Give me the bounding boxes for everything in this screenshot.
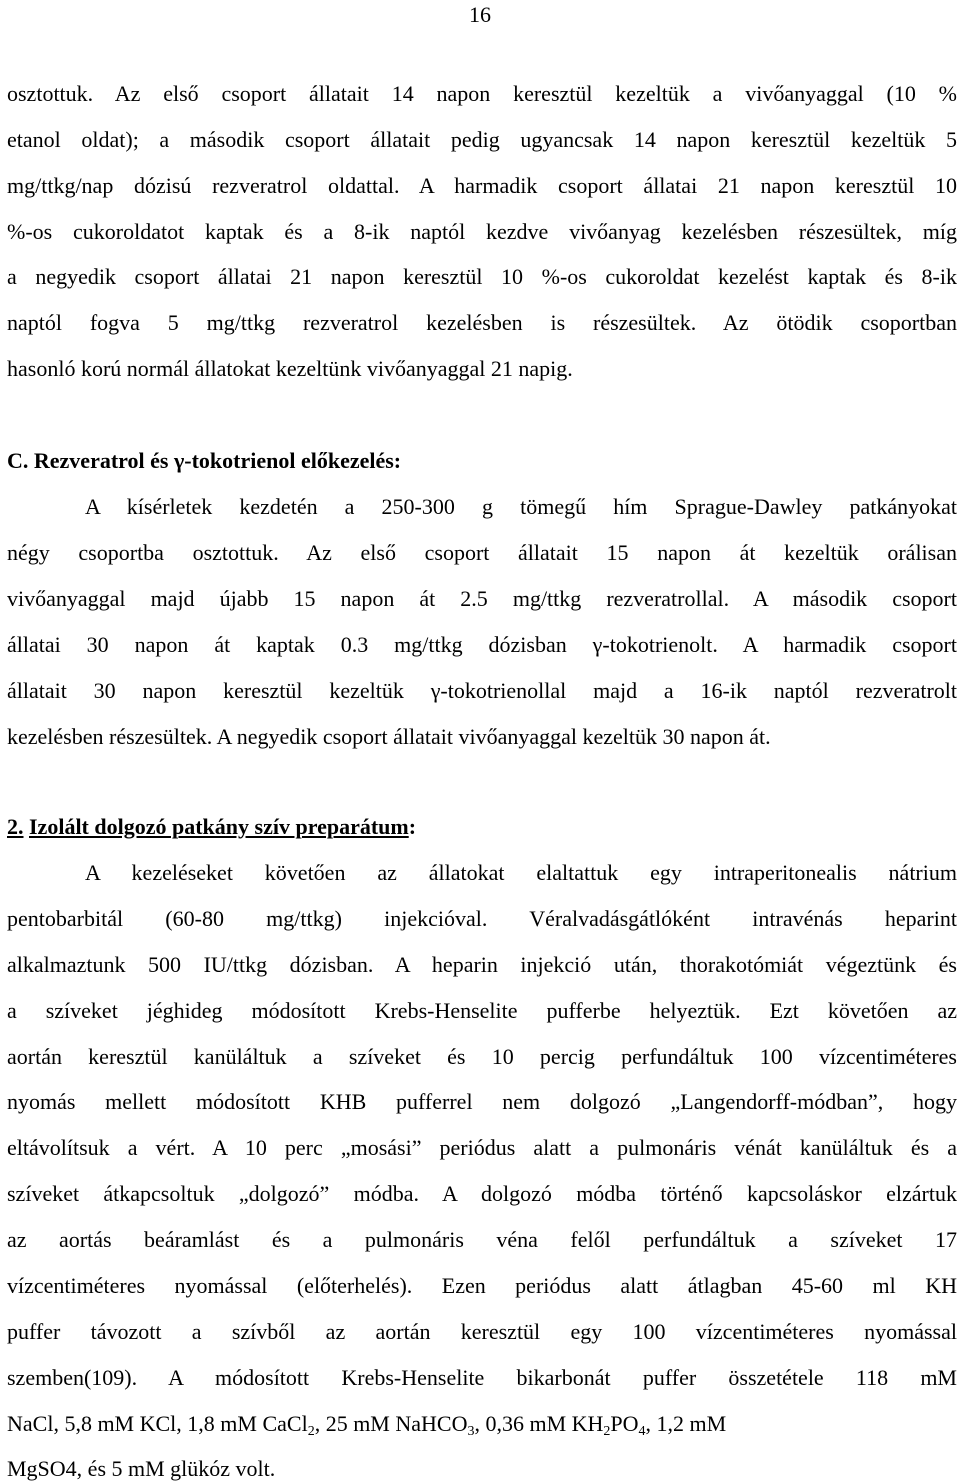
text-line: pentobarbitál (60-80 mg/ttkg) injekcióval. Véralvadásgátlóként intravénás heparint	[7, 906, 957, 931]
text-line: %-os cukoroldatot kaptak és a 8-ik naptól kezdve vivőanyag kezelésben részesültek, míg	[7, 219, 957, 244]
text-line: MgSO4, és 5 mM glükóz volt.	[7, 1456, 276, 1481]
text-line: kezelésben részesültek. A negyedik csoport állatait vivőanyaggal kezeltük 30 napon át.	[7, 724, 771, 749]
text-line: állatai 30 napon át kaptak 0.3 mg/ttkg dózisban γ-tokotrienolt. A harmadik csoport	[7, 632, 957, 657]
text-line: vízcentiméteres nyomással (előterhelés). Ezen periódus alatt átlagban 45-60 ml KH	[7, 1273, 957, 1298]
section-heading-c	[7, 446, 957, 476]
heading-2-colon: :	[408, 814, 417, 839]
text-line: aortán keresztül kanüláltuk a szíveket és 10 percig perfundáltuk 100 vízcentiméteres	[7, 1044, 957, 1069]
formula-line	[7, 1409, 957, 1439]
text-line: naptól fogva 5 mg/ttkg rezveratrol kezelésben is részesültek. Az ötödik csoportban	[7, 310, 957, 335]
heading-c-prefix: C.	[7, 448, 34, 473]
text-line: a negyedik csoport állatai 21 napon keresztül 10 %-os cukoroldat kezelést kaptak és 8-ik	[7, 264, 957, 289]
text-line: osztottuk. Az első csoport állatait 14 napon keresztül kezeltük a vivőanyaggal (10 %	[7, 81, 957, 106]
text-line: nyomás mellett módosított KHB pufferrel nem dolgozó „Langendorff-módban”, hogy	[7, 1089, 957, 1114]
heading-2-title: Izolált dolgozó patkány szív preparátum	[29, 814, 409, 839]
text-line: hasonló korú normál állatokat kezeltünk vivőanyaggal 21 napig.	[7, 356, 573, 381]
text-line: alkalmaztunk 500 IU/ttkg dózisban. A heparin injekció után, thorakotómiát végeztünk és	[7, 952, 957, 977]
heading-c-title: Rezveratrol és γ-tokotrienol előkezelés:	[33, 448, 402, 473]
text-line: puffer távozott a szívből az aortán keresztül egy 100 vízcentiméteres nyomással	[7, 1319, 957, 1344]
text-line: vivőanyaggal majd újabb 15 napon át 2.5 mg/ttkg rezveratrollal. A második csoport	[7, 586, 957, 611]
formula-part: NaCl, 5,8 mM KCl, 1,8 mM CaCl$_2$, 25 mM NaHCO$_3$, 0,36 mM $KH_2PO_4$, 1,2 mM	[7, 1411, 727, 1439]
text-line: szíveket átkapcsoltuk „dolgozó” módba. A dolgozó módba történő kapcsoláskor elzártuk	[7, 1181, 957, 1206]
text-line: állatait 30 napon keresztül kezeltük γ-tokotrienollal majd a 16-ik naptól rezveratrolt	[7, 678, 957, 703]
page-number: 16	[469, 2, 491, 27]
text-line: négy csoportba osztottuk. Az első csoport állatait 15 napon át kezeltük orálisan	[7, 540, 957, 565]
heading-2-number: 2.	[7, 814, 24, 839]
text-line: eltávolítsuk a vért. A 10 perc „mosási” periódus alatt a pulmonáris vénát kanüláltuk és a	[7, 1135, 957, 1160]
section-heading-2	[7, 812, 957, 842]
text-line: szemben(109). A módosított Krebs-Henselite bikarbonát puffer összetétele 118 mM	[7, 1365, 957, 1390]
text-line: A kezeléseket követően az állatokat elaltattuk egy intraperitonealis nátrium	[85, 860, 957, 885]
text-line: A kísérletek kezdetén a 250-300 g tömegű hím Sprague-Dawley patkányokat	[85, 494, 957, 519]
text-line: mg/ttkg/nap dózisú rezveratrol oldattal. A harmadik csoport állatai 21 napon keresztül 10	[7, 173, 957, 198]
text-line: a szíveket jéghideg módosított Krebs-Henselite pufferbe helyeztük. Ezt követően az	[7, 998, 957, 1023]
text-line: az aortás beáramlást és a pulmonáris véna felől perfundáltuk a szíveket 17	[7, 1227, 957, 1252]
text-line: etanol oldat); a második csoport állatait pedig ugyancsak 14 napon keresztül kezeltük 5	[7, 127, 957, 152]
